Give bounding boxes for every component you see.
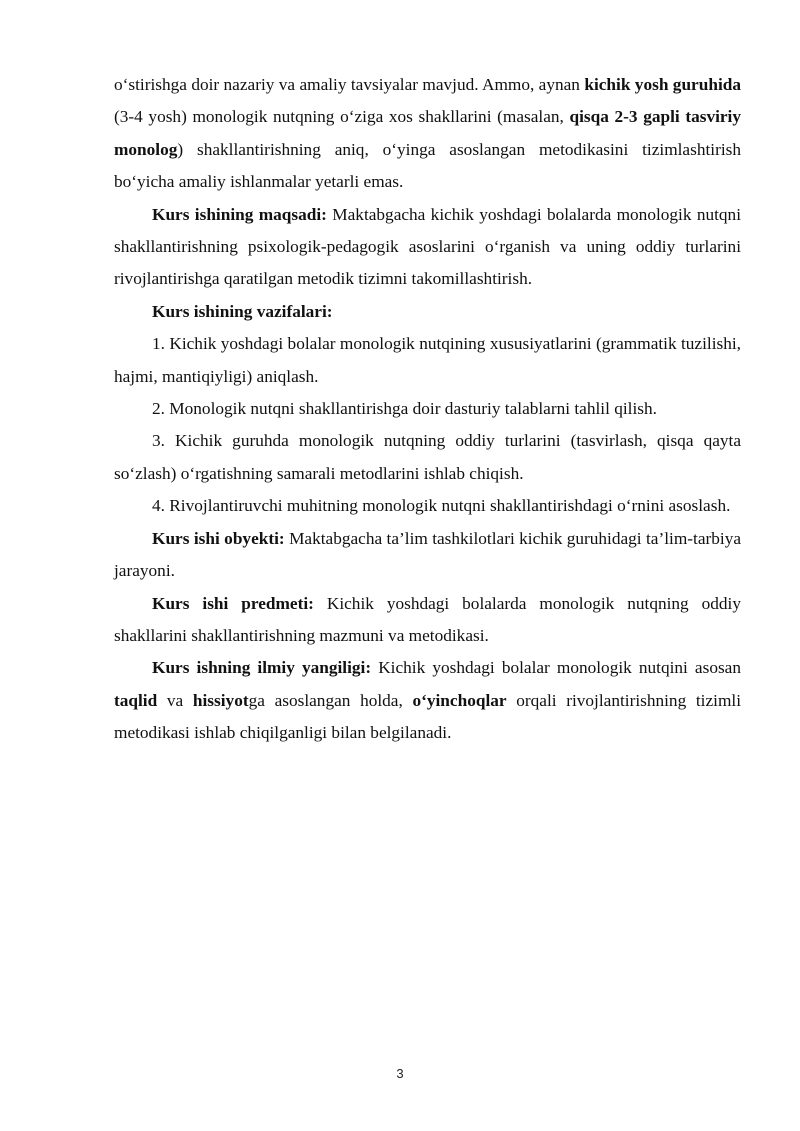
task-item: 2. Monologik nutqni shakllantirishga doir dasturiy talablarni tahlil qilish. [152,399,657,419]
bold-phrase: taqlid [114,690,158,710]
subject-label: Kurs ishi predmeti: [152,593,314,613]
task-item: 1. Kichik yoshdagi bolalar monologik nutqining xususiyatlarini (grammatik tuzilishi, hajmi, mantiqiyligi) aniqlash. [114,334,741,386]
task-item: 4. Rivojlantiruvchi muhitning monologik nutqni shakllantirishdagi o‘rnini asoslash. [152,496,731,516]
bold-phrase: qisqa 2-3 gapli tasviriy monolog [114,107,741,159]
goal-paragraph: Kurs ishining maqsadi: Maktabgacha kichik yoshdagi bolalarda monologik nutqni shakllantirishning psixologik-pedagogik asoslarini o‘rganish va uning oddiy turlarini rivojlantirishga qaratilgan metodik tizimni takomillashtirish. [114,204,741,289]
bold-phrase: o‘yinchoqlar [412,690,507,710]
page-number: 3 [396,1066,404,1081]
page-body [114,69,741,750]
tasks-heading: Kurs ishining vazifalari: [152,301,333,321]
subject-paragraph: Kurs ishi predmeti: Kichik yoshdagi bolalarda monologik nutqning oddiy shakllarini shakllantirishning mazmuni va metodikasi. [114,593,741,645]
intro-paragraph: o‘stirishga doir nazariy va amaliy tavsiyalar mavjud. Ammo, aynan kichik yosh guruhida (3-4 yosh) monologik nutqning o‘ziga xos shakllarini (masalan, qisqa 2-3 gapli tasviriy monolog) shakllantirishning aniq, o‘yinga asoslangan metodikasini tizimlashtirish bo‘yicha amaliy ishlanmalar yetarli emas. [114,75,741,192]
novelty-paragraph: Kurs ishning ilmiy yangiligi: Kichik yoshdagi bolalar monologik nutqini asosan taqlid va hissiyotga asoslangan holda, o‘yinchoqlar orqali rivojlantirishning tizimli metodikasi ishlab chiqilganligi bilan belgilanadi. [114,658,742,743]
object-label: Kurs ishi obyekti: [152,528,285,548]
task-item: 3. Kichik guruhda monologik nutqning oddiy turlarini (tasvirlash, qisqa qayta so‘zlash) o‘rgatishning samarali metodlarini ishlab chiqish. [114,431,741,483]
novelty-label: Kurs ishning ilmiy yangiligi: [152,658,372,678]
goal-label: Kurs ishining maqsadi: [152,204,327,224]
object-paragraph: Kurs ishi obyekti: Maktabgacha ta’lim tashkilotlari kichik guruhidagi ta’lim-tarbiya jarayoni. [114,528,741,581]
bold-phrase: kichik yosh guruhida [584,75,741,94]
bold-phrase: hissiyot [192,690,249,710]
